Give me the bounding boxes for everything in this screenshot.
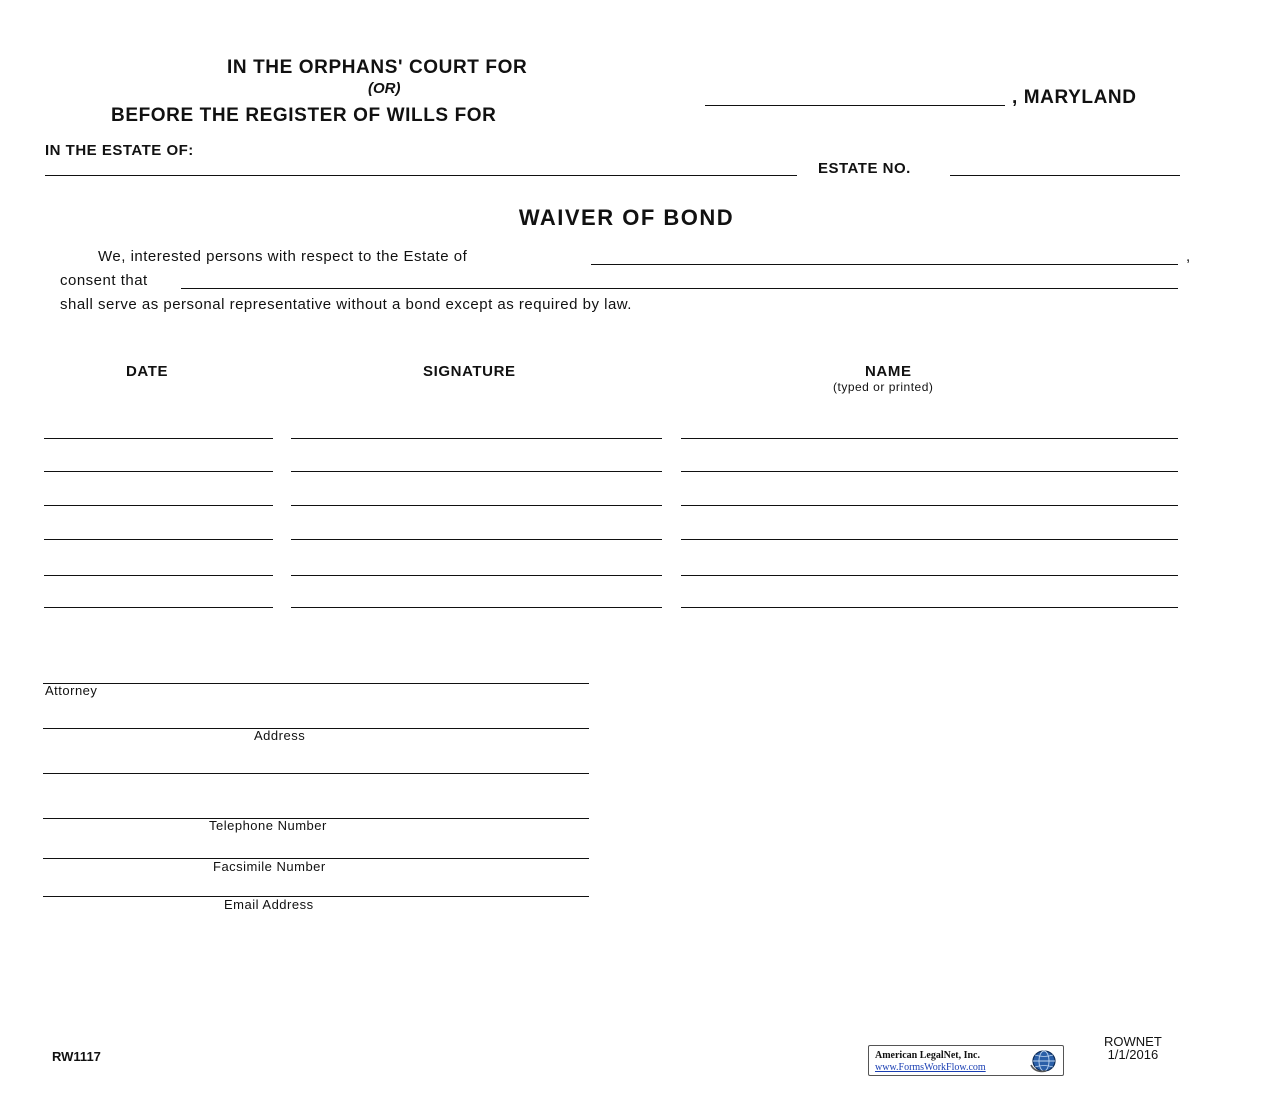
estate-of-label: IN THE ESTATE OF: <box>45 142 194 159</box>
telephone-label: Telephone Number <box>209 818 327 833</box>
form-code: RW1117 <box>52 1049 101 1064</box>
decedent-name-field[interactable] <box>45 175 797 176</box>
rownet-label: ROWNET <box>1104 1034 1162 1049</box>
date-field[interactable] <box>44 505 273 506</box>
name-field[interactable] <box>681 575 1178 576</box>
attorney-field[interactable] <box>43 683 589 684</box>
signature-field[interactable] <box>291 575 662 576</box>
estate-no-label: ESTATE NO. <box>818 160 911 177</box>
name-field[interactable] <box>681 505 1178 506</box>
form-title: WAIVER OF BOND <box>518 205 735 230</box>
date-field[interactable] <box>44 438 273 439</box>
logo-company-name: American LegalNet, Inc. <box>875 1050 980 1061</box>
name-column-header: NAME <box>865 363 912 380</box>
logo-url-link[interactable]: www.FormsWorkFlow.com <box>875 1062 986 1073</box>
address-field-line-2[interactable] <box>43 773 589 774</box>
or-label: (OR) <box>368 80 401 97</box>
email-field[interactable] <box>43 896 589 897</box>
consent-line-3: shall serve as personal representative without a bond except as required by law. <box>60 296 632 313</box>
consent-comma: , <box>1186 248 1191 265</box>
court-line-register: BEFORE THE REGISTER OF WILLS FOR <box>111 105 497 126</box>
attorney-label: Attorney <box>45 683 98 698</box>
address-label: Address <box>254 728 306 743</box>
maryland-label: , MARYLAND <box>1012 87 1137 108</box>
signature-field[interactable] <box>291 438 662 439</box>
consent-line-1: We, interested persons with respect to the Estate of <box>98 248 468 265</box>
name-field[interactable] <box>681 471 1178 472</box>
personal-representative-field[interactable] <box>181 288 1178 289</box>
signature-field[interactable] <box>291 539 662 540</box>
date-column-header: DATE <box>126 363 169 380</box>
date-field[interactable] <box>44 575 273 576</box>
signature-field[interactable] <box>291 505 662 506</box>
date-field[interactable] <box>44 607 273 608</box>
revision-date: 1/1/2016 <box>1107 1047 1159 1062</box>
consent-line-2: consent that <box>60 272 148 289</box>
name-column-subheader: (typed or printed) <box>833 380 934 394</box>
email-label: Email Address <box>224 897 314 912</box>
county-field[interactable] <box>705 105 1005 106</box>
signature-field[interactable] <box>291 471 662 472</box>
globe-icon <box>1029 1049 1057 1073</box>
american-legalnet-logo[interactable] <box>868 1045 1064 1076</box>
address-field[interactable] <box>43 728 589 729</box>
signature-field[interactable] <box>291 607 662 608</box>
name-field[interactable] <box>681 607 1178 608</box>
estate-number-field[interactable] <box>950 175 1180 176</box>
signature-column-header: SIGNATURE <box>423 363 516 380</box>
court-line-orphans: IN THE ORPHANS' COURT FOR <box>227 57 528 78</box>
estate-name-field[interactable] <box>591 264 1178 265</box>
facsimile-label: Facsimile Number <box>213 859 326 874</box>
name-field[interactable] <box>681 539 1178 540</box>
date-field[interactable] <box>44 471 273 472</box>
name-field[interactable] <box>681 438 1178 439</box>
rownet-block <box>1104 1035 1162 1061</box>
date-field[interactable] <box>44 539 273 540</box>
